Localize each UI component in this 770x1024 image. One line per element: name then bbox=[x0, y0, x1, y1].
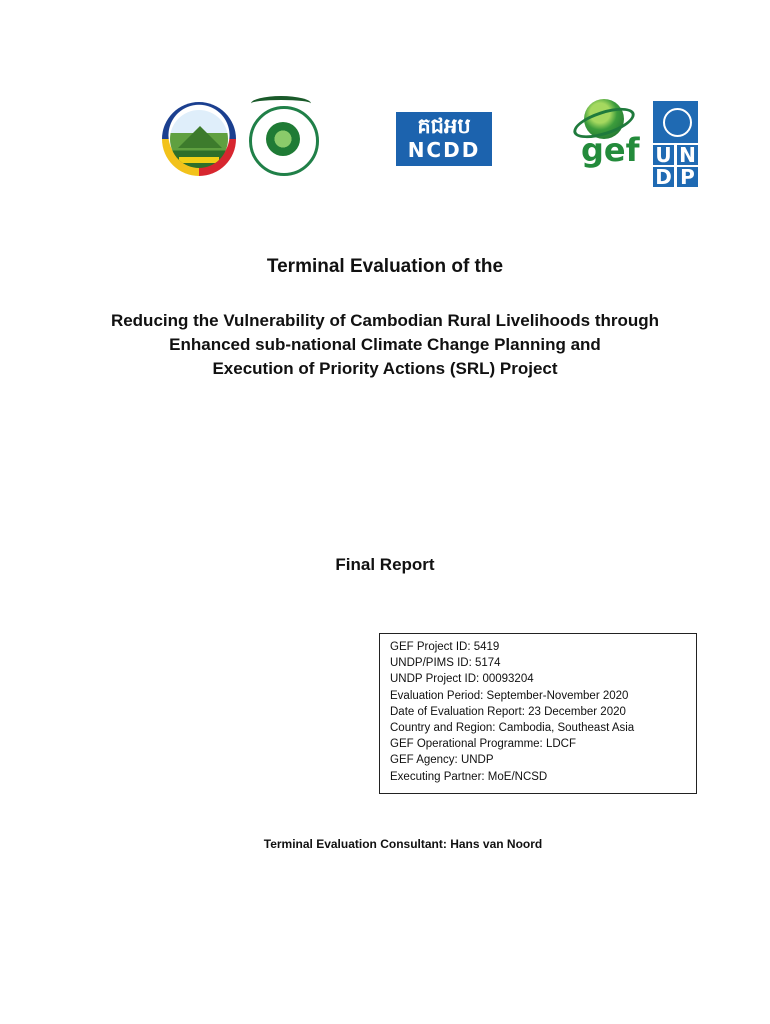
un-emblem-circle bbox=[663, 108, 692, 137]
country-region: Country and Region: Cambodia, Southeast Asia bbox=[390, 722, 635, 735]
undp-letter-n: N bbox=[677, 145, 698, 165]
report-type: Final Report bbox=[335, 555, 435, 574]
undp-logo bbox=[653, 101, 698, 187]
ministry-logo-band bbox=[179, 157, 219, 163]
project-title-line: Enhanced sub-national Climate Change Planning and bbox=[169, 335, 601, 354]
project-title bbox=[0, 309, 770, 381]
undp-pims-id: UNDP/PIMS ID: 5174 bbox=[390, 657, 501, 670]
ministry-logo-mountain bbox=[178, 126, 222, 148]
ministry-logo bbox=[162, 102, 236, 176]
ministry-logo-landscape bbox=[170, 110, 228, 168]
undp-letter-u: U bbox=[653, 145, 674, 165]
ncsd-logo-core bbox=[266, 122, 300, 156]
report-title: Terminal Evaluation of the bbox=[266, 256, 504, 277]
gef-project-id: GEF Project ID: 5419 bbox=[390, 641, 500, 653]
undp-project-id: UNDP Project ID: 00093204 bbox=[390, 673, 534, 686]
ncdd-khmer-text: គជអប bbox=[417, 114, 471, 138]
gef-text: gef bbox=[581, 131, 640, 169]
ncsd-logo bbox=[237, 96, 322, 186]
operational-programme: GEF Operational Programme: LDCF bbox=[390, 738, 576, 751]
executing-partner: Executing Partner: MoE/NCSD bbox=[390, 770, 548, 783]
project-info-box bbox=[379, 633, 697, 794]
project-title-line: Execution of Priority Actions (SRL) Project bbox=[212, 359, 558, 378]
ncdd-logo bbox=[396, 112, 492, 166]
evaluation-period: Evaluation Period: September-November 2020 bbox=[390, 689, 629, 702]
undp-letter-p: P bbox=[677, 167, 698, 187]
project-title-line: Reducing the Vulnerability of Cambodian Rural Livelihoods through bbox=[110, 311, 660, 330]
un-emblem-icon bbox=[653, 101, 698, 143]
consultant-line: Terminal Evaluation Consultant: Hans van Noord bbox=[263, 837, 543, 851]
gef-logo bbox=[572, 99, 640, 173]
ncdd-text: NCDD bbox=[407, 138, 481, 162]
undp-letter-d: D bbox=[653, 167, 674, 187]
gef-agency: GEF Agency: UNDP bbox=[390, 754, 494, 767]
evaluation-report-date: Date of Evaluation Report: 23 December 2020 bbox=[390, 705, 626, 718]
